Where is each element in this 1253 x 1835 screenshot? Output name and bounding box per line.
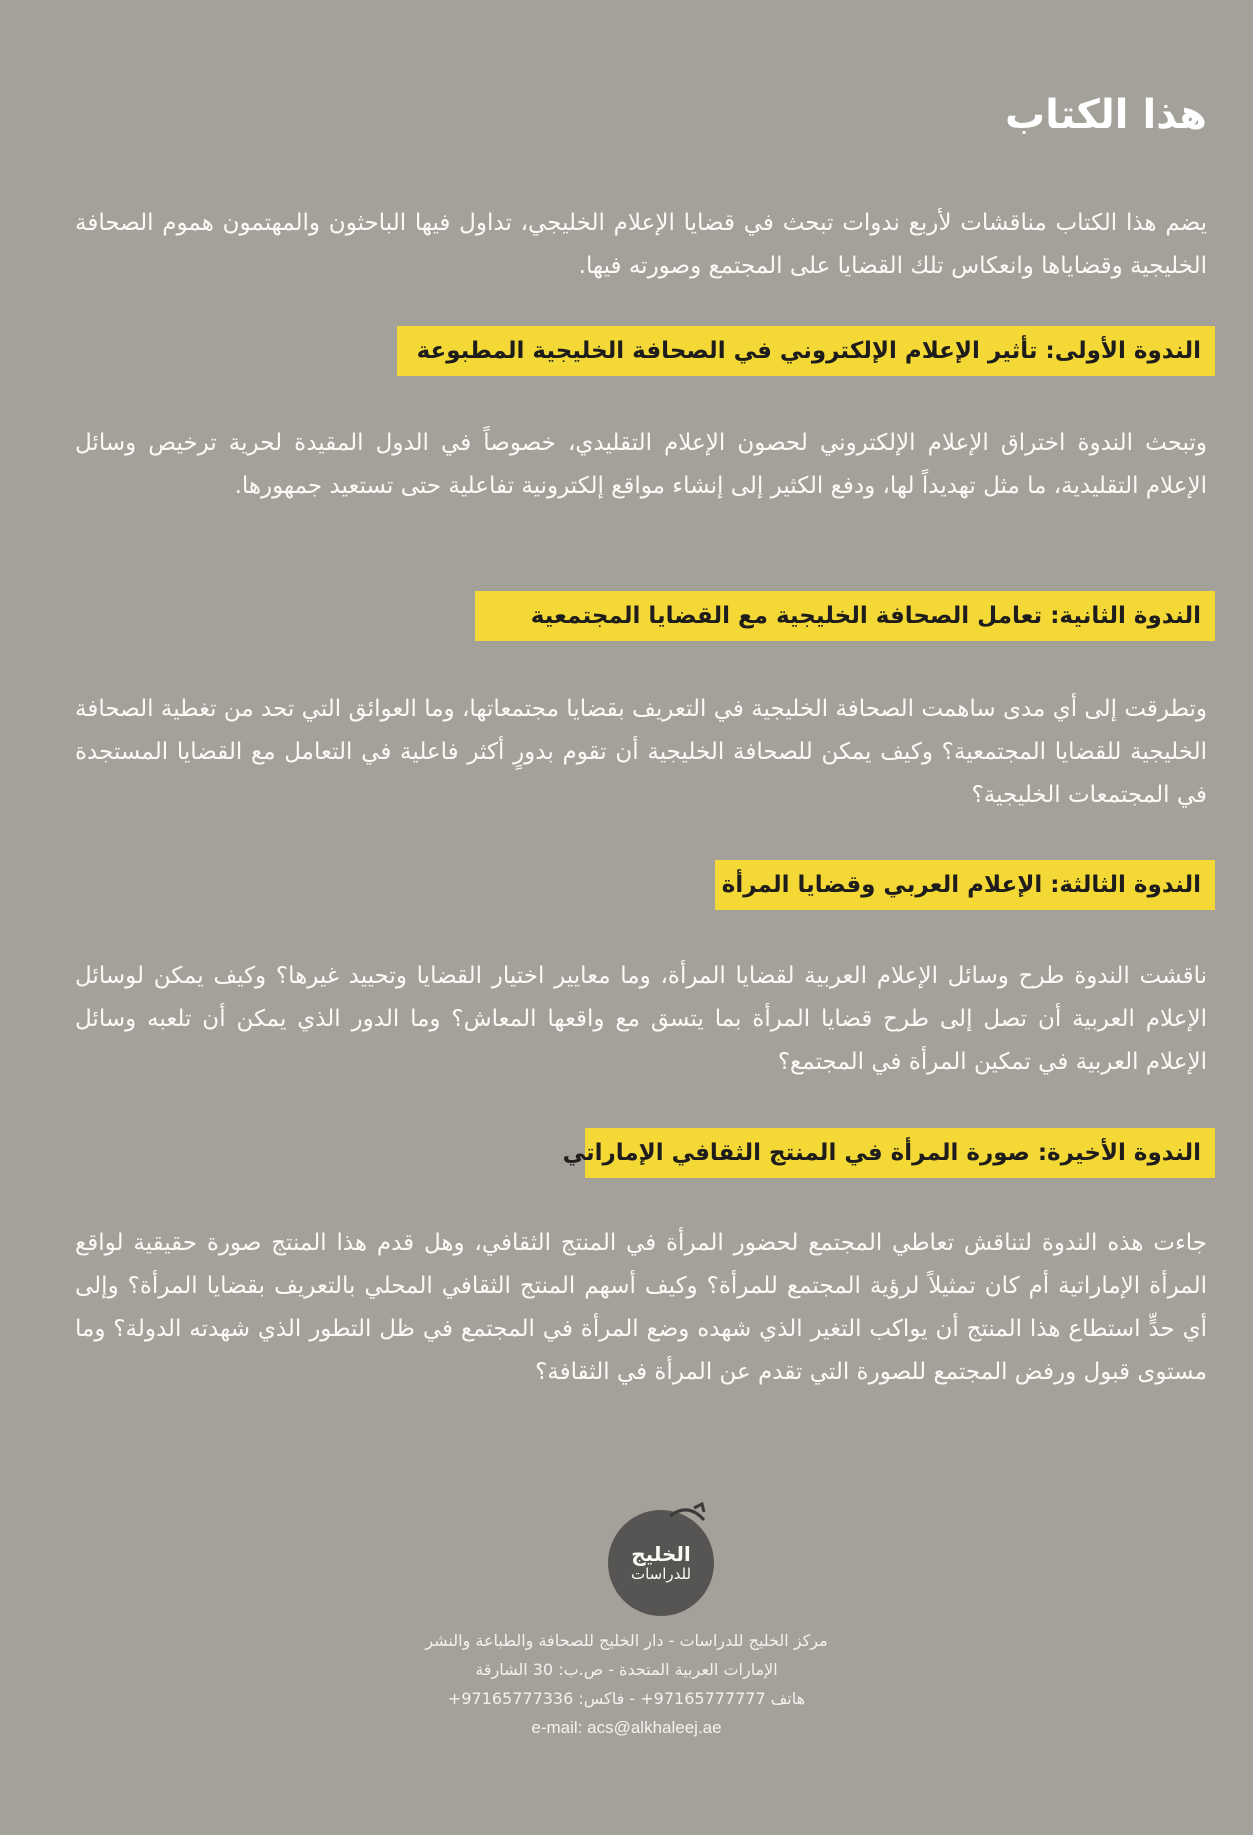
- publisher-phone: هاتف 97165777777+ - فاكس: 97165777336+: [447, 1689, 806, 1708]
- seminar-2-heading-text: الندوة الثانية: تعامل الصحافة الخليجية مع القضايا المجتمعية: [530, 603, 1201, 629]
- publisher-email: e-mail: acs@alkhaleej.ae: [531, 1718, 722, 1737]
- seminar-1-heading: [397, 326, 1215, 376]
- seminar-2-body: وتطرقت إلى أي مدى ساهمت الصحافة الخليجية في التعريف بقضايا مجتمعاتها، وما العوائق التي تحد من تغطية الصحافة الخليجية للقضايا المجتمعية؟ وكيف يمكن للصحافة الخليجية أن تقوم بدورٍ أكثر فاعلية في التعامل مع القضايا المستجدة في المجتمعات الخليجية؟: [75, 696, 1207, 808]
- seminar-2-heading: [475, 591, 1215, 641]
- seminar-1-body: وتبحث الندوة اختراق الإعلام الإلكتروني لحصون الإعلام التقليدي، خصوصاً في الدول المقيدة لحرية ترخيص وسائل الإعلام التقليدية، ما مثل تهديداً لها، ودفع الكثير إلى إنشاء مواقع إلكترونية تفاعلية حتى تستعيد جمهورها.: [75, 430, 1207, 499]
- intro-paragraph: يضم هذا الكتاب مناقشات لأربع ندوات تبحث في قضايا الإعلام الخليجي، تداول فيها الباحثون والمهتمون هموم الصحافة الخليجية وقضاياها وانعكاس تلك القضايا على المجتمع وصورته فيها.: [75, 210, 1207, 279]
- seminar-3-body: ناقشت الندوة طرح وسائل الإعلام العربية لقضايا المرأة، وما معايير اختيار القضايا وتحييد غيرها؟ وكيف يمكن لوسائل الإعلام العربية أن تصل إلى طرح قضايا المرأة بما يتسق مع واقعها المعاش؟ وما الدور الذي يمكن أن تلعبه وسائل الإعلام العربية في تمكين المرأة في المجتمع؟: [75, 963, 1207, 1075]
- logo-subtitle: للدراسات: [630, 1565, 692, 1583]
- publisher-address: الإمارات العربية المتحدة - ص.ب: 30 الشارقة: [475, 1660, 778, 1679]
- book-title: هذا الكتاب: [1004, 92, 1207, 138]
- seminar-3-heading-text: الندوة الثالثة: الإعلام العربي وقضايا المرأة: [721, 872, 1201, 898]
- seminar-4-heading-text: الندوة الأخيرة: صورة المرأة في المنتج الثقافي الإماراتي: [562, 1140, 1201, 1166]
- publisher-info: [0, 1626, 1253, 1742]
- logo-name: الخليج: [631, 1542, 691, 1566]
- seminar-3-heading: [715, 860, 1215, 910]
- publisher-logo: [608, 1510, 714, 1616]
- seminar-4-body: جاءت هذه الندوة لتناقش تعاطي المجتمع لحضور المرأة في المنتج الثقافي، وهل قدم هذا المنتج صورة حقيقية لواقع المرأة الإماراتية أم كان تمثيلاً لرؤية المجتمع للمرأة؟ وكيف أسهم المنتج الثقافي المحلي بالتعريف بقضايا المرأة؟ وإلى أي حدٍّ استطاع هذا المنتج أن يواكب التغير الذي شهده وضع المرأة في المجتمع في ظل التطور الذي شهدته الدولة؟ وما مستوى قبول ورفض المجتمع للصورة التي تقدم عن المرأة في الثقافة؟: [75, 1230, 1207, 1385]
- publisher-name: مركز الخليج للدراسات - دار الخليج للصحافة والطباعة والنشر: [425, 1631, 828, 1650]
- seminar-1-heading-text: الندوة الأولى: تأثير الإعلام الإلكتروني في الصحافة الخليجية المطبوعة: [416, 338, 1201, 364]
- seminar-4-heading: [562, 1128, 1215, 1178]
- logo-arc-icon: [664, 1502, 710, 1548]
